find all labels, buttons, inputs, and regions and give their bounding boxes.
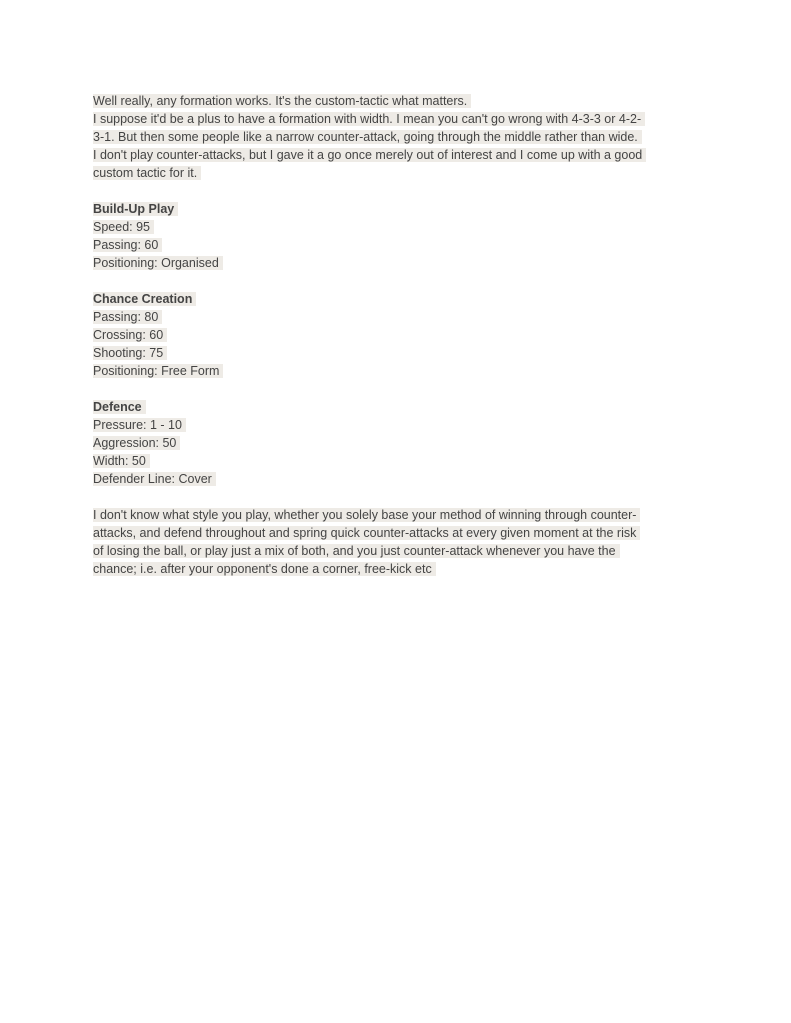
- intro-line: Well really, any formation works. It's the custom-tactic what matters.: [93, 94, 471, 108]
- setting-item: Passing: 60: [93, 238, 162, 252]
- closing-line: chance; i.e. after your opponent's done a corner, free-kick etc: [93, 562, 436, 576]
- closing-line: attacks, and defend throughout and spring quick counter-attacks at every given moment at the risk: [93, 526, 640, 540]
- intro-line: I don't play counter-attacks, but I gave it a go once merely out of interest and I come up with a good: [93, 148, 646, 162]
- spacer: [93, 488, 698, 506]
- setting-item: Positioning: Free Form: [93, 364, 223, 378]
- closing-line: I don't know what style you play, whether you solely base your method of winning through counter-: [93, 508, 640, 522]
- chance-creation-heading: Chance Creation: [93, 292, 196, 306]
- setting-item: Shooting: 75: [93, 346, 167, 360]
- intro-line: 3-1. But then some people like a narrow counter-attack, going through the middle rather than wide.: [93, 130, 642, 144]
- setting-item: Aggression: 50: [93, 436, 180, 450]
- spacer: [93, 380, 698, 398]
- defence-section: [93, 398, 698, 488]
- setting-item: Speed: 95: [93, 220, 154, 234]
- intro-paragraph: [93, 92, 698, 182]
- setting-item: Passing: 80: [93, 310, 162, 324]
- closing-line: of losing the ball, or play just a mix of both, and you just counter-attack whenever you have the: [93, 544, 620, 558]
- document-page: [93, 92, 698, 578]
- build-up-play-section: [93, 200, 698, 272]
- setting-item: Pressure: 1 - 10: [93, 418, 186, 432]
- build-up-play-heading: Build-Up Play: [93, 202, 178, 216]
- chance-creation-section: [93, 290, 698, 380]
- defence-heading: Defence: [93, 400, 146, 414]
- setting-item: Crossing: 60: [93, 328, 167, 342]
- setting-item: Defender Line: Cover: [93, 472, 216, 486]
- intro-line: I suppose it'd be a plus to have a formation with width. I mean you can't go wrong with 4-3-3 or 4-2-: [93, 112, 645, 126]
- setting-item: Positioning: Organised: [93, 256, 223, 270]
- closing-paragraph: [93, 506, 698, 578]
- intro-line: custom tactic for it.: [93, 166, 201, 180]
- spacer: [93, 182, 698, 200]
- spacer: [93, 272, 698, 290]
- setting-item: Width: 50: [93, 454, 150, 468]
